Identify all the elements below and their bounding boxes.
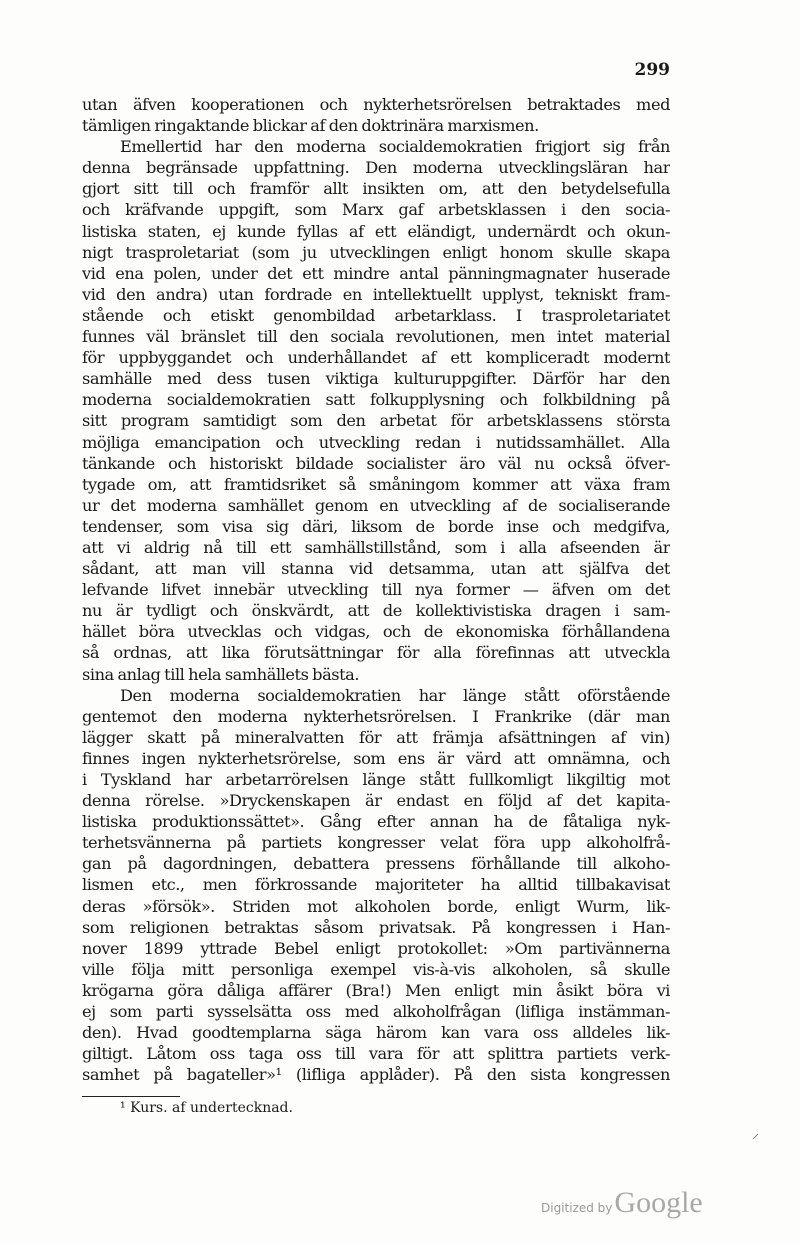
text-line: moderna socialdemokratien satt folkupplysning och folkbildning på: [82, 390, 670, 410]
text-line: Den moderna socialdemokratien har länge stått oförstående: [120, 685, 670, 705]
text-line: vid ena polen, under det ett mindre antal pänningmagnater huserade: [82, 263, 670, 283]
text-line: möjliga emancipation och utveckling redan i nutidssamhället. Alla: [82, 432, 670, 452]
text-line: gjort sitt till och framför allt insikten om, att den betydelsefulla: [82, 179, 670, 199]
text-line: sitt program samtidigt som den arbetat för arbetsklassens största: [82, 411, 670, 431]
text-line: gan på dagordningen, debattera pressens förhållande till alkoho-: [82, 854, 670, 874]
text-line: i Tyskland har arbetarrörelsen länge stått fullkomligt likgiltig mot: [82, 770, 670, 789]
text-line: så ordnas, att lika förutsättningar för alla förefinnas att utveckla: [82, 643, 670, 663]
text-line: ur det moderna samhället genom en utveckling af de socialiserande: [82, 495, 670, 515]
text-line: nigt trasproletariat (som ju utvecklingen enligt honom skulle skapa: [82, 242, 670, 262]
scan-mark-icon: ⸝: [752, 1126, 759, 1142]
text-line: sådant, att man vill stanna vid detsamma, utan att själfva det: [82, 559, 670, 579]
text-line: ville följa mitt personliga exempel vis-à-vis alkoholen, så skulle: [82, 959, 670, 979]
footnote: ¹ Kurs. af undertecknad.: [120, 1100, 293, 1116]
text-line: utan äfven kooperationen och nykterhetsrörelsen betraktades med: [82, 95, 670, 114]
digitized-label: Digitized by: [541, 1201, 613, 1215]
text-line: den). Hvad goodtemplarna säga härom kan vara oss alldeles lik-: [82, 1023, 670, 1043]
text-line: samhet på bagateller»¹ (lifliga applåder). På den sista kongressen: [82, 1065, 670, 1085]
text-line: tämligen ringaktande blickar af den doktrinära marxismen.: [82, 116, 539, 136]
text-line: denna begränsade uppfattning. Den moderna utvecklingsläran har: [82, 158, 670, 178]
text-line: nu är tydligt och önskvärdt, att de kollektivistiska dragen i sam-: [82, 601, 670, 621]
google-logo: Google: [614, 1186, 703, 1219]
digitized-by-google: [541, 1186, 703, 1220]
text-line: listiska produktionssättet». Gång efter annan ha de fåtaliga nyk-: [82, 812, 670, 832]
page-number: 299: [634, 60, 670, 80]
text-line: gentemot den moderna nykterhetsrörelsen. I Frankrike (där man: [82, 706, 670, 726]
text-line: samhälle med dess tusen viktiga kulturuppgifter. Därför har den: [82, 369, 670, 389]
text-line: sina anlag till hela samhällets bästa.: [82, 664, 360, 684]
text-line: för uppbyggandet och underhållandet af ett kompliceradt modernt: [82, 348, 670, 368]
text-line: vid den andra) utan fordrade en intellektuellt upplyst, tekniskt fram-: [82, 284, 670, 304]
text-line: att vi aldrig nå till ett samhällstillstånd, som i alla afseenden är: [82, 537, 670, 557]
text-line: terhetsvännerna på partiets kongresser velat föra upp alkoholfrå-: [82, 833, 670, 853]
text-line: giltigt. Låtom oss taga oss till vara för att splittra partiets verk-: [82, 1044, 670, 1064]
body-text: [82, 94, 670, 1085]
text-line: Emellertid har den moderna socialdemokratien frigjort sig från: [120, 137, 670, 157]
text-line: lägger skatt på mineralvatten för att främja afsättningen af vin): [82, 727, 670, 747]
text-line: som religionen betraktas såsom privatsak. På kongressen i Han-: [82, 917, 670, 937]
text-line: denna rörelse. »Dryckenskapen är endast en följd af det kapita-: [82, 791, 670, 811]
text-line: finnes ingen nykterhetsrörelse, som ens är värd att omnämna, och: [82, 748, 670, 768]
text-line: lefvande lifvet innebär utveckling till nya former — äfven om det: [82, 580, 670, 600]
text-line: deras »försök». Striden mot alkoholen borde, enligt Wurm, lik-: [82, 896, 670, 916]
text-line: och kräfvande uppgift, som Marx gaf arbetsklassen i den socia-: [82, 200, 670, 220]
text-line: lismen etc., men förkrossande majoriteter ha alltid tillbakavisat: [82, 875, 670, 895]
text-line: hället böra utvecklas och vidgas, och de ekonomiska förhållandena: [82, 622, 670, 642]
text-line: nover 1899 yttrade Bebel enligt protokollet: »Om partivännerna: [82, 938, 670, 958]
text-line: stående och etiskt genombildad arbetarklass. I trasproletariatet: [82, 305, 670, 325]
text-line: funnes väl bränslet till den sociala revolutionen, men intet material: [82, 327, 670, 347]
footnote-divider: [82, 1096, 180, 1097]
text-line: tygade om, att framtidsriket så småningom kommer att växa fram: [82, 474, 670, 494]
text-line: tänkande och historiskt bildade socialister äro väl nu också öfver-: [82, 453, 670, 473]
text-line: listiska staten, ej kunde fyllas af ett eländigt, undernärdt och okun-: [82, 221, 670, 241]
text-line: ej som parti sysselsätta oss med alkoholfrågan (lifliga instämman-: [82, 1002, 670, 1022]
text-line: tendenser, som visa sig däri, liksom de borde inse och medgifva,: [82, 516, 670, 536]
text-line: krögarna göra dåliga affärer (Bra!) Men enligt min åsikt böra vi: [82, 980, 670, 1000]
